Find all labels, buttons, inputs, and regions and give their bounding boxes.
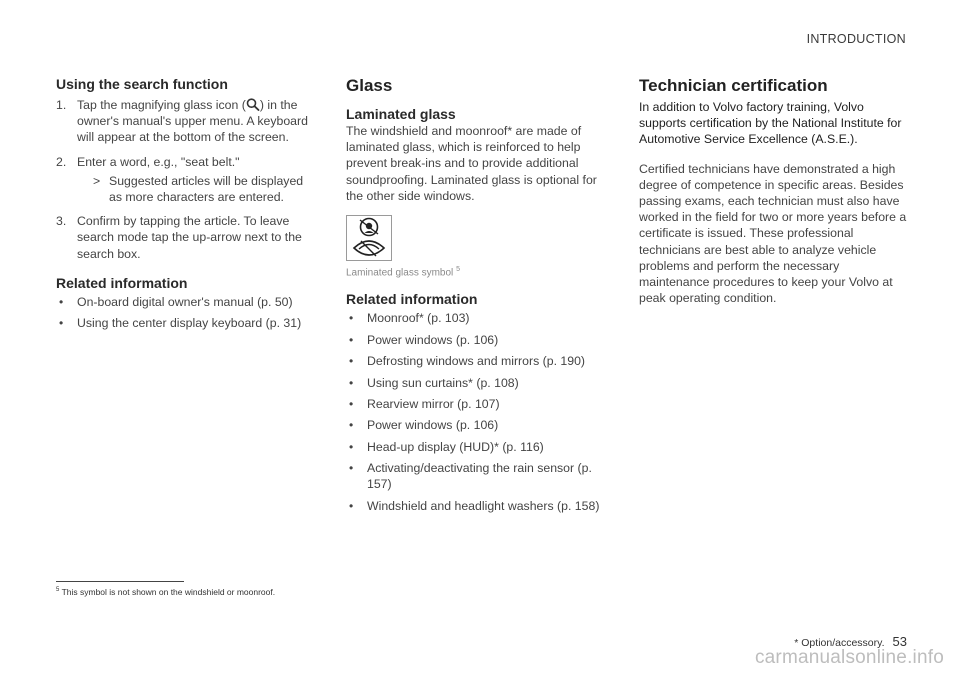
footnote-divider	[56, 581, 184, 582]
technician-certification-heading: Technician certification	[639, 76, 828, 95]
related-link-text: Using sun curtains* (p. 108)	[367, 375, 519, 390]
related-information-heading: Related information	[56, 274, 188, 291]
certification-lead: In addition to Volvo factory training, Volvo supports certification by the National Institute for Automotive Service Excellence (A.S.E.).	[639, 100, 902, 147]
related-link[interactable]	[346, 396, 608, 412]
glass-heading: Glass	[346, 76, 393, 95]
symbol-caption	[346, 266, 608, 278]
bullet: •	[349, 354, 354, 369]
related-link-text: On-board digital owner's manual (p. 50)	[77, 294, 293, 309]
related-link-text: Rearview mirror (p. 107)	[367, 396, 500, 411]
bullet: •	[349, 311, 354, 326]
related-link[interactable]	[346, 332, 608, 348]
technician-certification-column	[639, 76, 909, 306]
bullet: •	[349, 375, 354, 390]
bullet: •	[349, 332, 354, 347]
related-link-text: Using the center display keyboard (p. 31)	[77, 316, 302, 331]
footnote-number: 5	[56, 587, 60, 594]
bullet: •	[349, 461, 354, 476]
search-function-column	[56, 76, 308, 337]
laminated-glass-symbol-icon	[346, 215, 392, 261]
related-link-text: Power windows (p. 106)	[367, 418, 499, 433]
footnote-text: This symbol is not shown on the windshield or moonroof.	[61, 587, 276, 597]
step-number: 1.	[56, 98, 67, 112]
page-number: 53	[892, 634, 907, 649]
bullet: •	[59, 316, 64, 331]
related-link[interactable]	[346, 353, 608, 369]
related-link-text: Windshield and headlight washers (p. 158)	[367, 498, 600, 513]
related-link[interactable]	[346, 417, 608, 433]
related-link[interactable]	[346, 460, 608, 492]
step-3	[56, 213, 308, 262]
steps-list	[56, 97, 308, 262]
related-link-text: Defrosting windows and mirrors (p. 190)	[367, 354, 586, 369]
step-text: Enter a word, e.g., "seat belt."	[77, 154, 240, 169]
footnote	[56, 587, 275, 597]
step-number: 3.	[56, 214, 67, 229]
result-text: Suggested articles will be displayed as more characters are entered.	[109, 173, 304, 205]
step-result	[93, 173, 308, 205]
step-1	[56, 97, 308, 146]
related-list	[56, 294, 308, 332]
bullet: •	[349, 498, 354, 513]
glass-column	[346, 76, 608, 519]
bullet: •	[349, 396, 354, 411]
caption-text: Laminated glass symbol	[346, 267, 454, 279]
related-link[interactable]	[346, 498, 608, 514]
bullet: •	[349, 439, 354, 454]
footnote-reference: 5	[456, 266, 460, 274]
section-header: INTRODUCTION	[806, 32, 906, 46]
search-function-heading: Using the search function	[56, 76, 228, 92]
step-text-before: Tap the magnifying glass icon (	[77, 98, 246, 112]
magnifying-glass-icon	[246, 98, 260, 111]
related-link[interactable]	[346, 439, 608, 455]
certification-text: Certified technicians have demonstrated a high degree of competence in specific areas. Besides passing exams, each technician must also have worked in the field for two or more years before a certificate is issued. These professional technicians are best able to analyze vehicle problems and perform the necessary maintenance procedures to keep your Volvo at peak operating condition.	[639, 161, 907, 306]
related-link[interactable]	[346, 375, 608, 391]
related-list	[346, 310, 608, 514]
watermark: carmanualsonline.info	[754, 647, 944, 668]
related-information-heading: Related information	[346, 291, 478, 308]
related-link-text: Moonroof* (p. 103)	[367, 311, 470, 326]
laminated-glass-heading: Laminated glass	[346, 106, 456, 122]
related-link[interactable]	[56, 315, 308, 331]
step-2	[56, 154, 308, 206]
step-text-after: ) in the owner's manual's upper menu. A keyboard will appear at the bottom of the screen.	[77, 98, 308, 145]
result-marker: >	[93, 173, 101, 188]
bullet: •	[349, 418, 354, 433]
step-text: Confirm by tapping the article. To leave search mode tap the up-arrow next to the search box.	[77, 214, 302, 261]
laminated-glass-text: The windshield and moonroof* are made of laminated glass, which is reinforced to help prevent break-ins and to provide additional soundproofing. Laminated glass is optional for the other side windows.	[346, 124, 597, 203]
related-link[interactable]	[346, 310, 608, 326]
option-accessory-note: * Option/accessory.	[794, 637, 885, 649]
step-number: 2.	[56, 154, 67, 169]
related-link[interactable]	[56, 294, 308, 310]
related-link-text: Head-up display (HUD)* (p. 116)	[367, 439, 544, 454]
related-link-text: Activating/deactivating the rain sensor (p. 157)	[367, 461, 592, 492]
related-link-text: Power windows (p. 106)	[367, 332, 499, 347]
bullet: •	[59, 294, 64, 309]
